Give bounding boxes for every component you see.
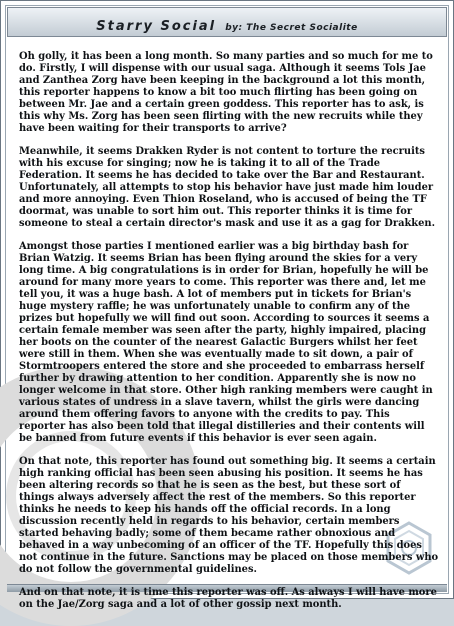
article-paragraph: On that note, this reporter has found out something big. It seems a certain high ranking official has been seen abusing his position. It seems he has been altering records so that he is seen as the best, but these sort of things always adversely affect the rest of the members. So this reporter thinks he needs to keep his hands off the official records. In a long discussion recently held in regards to his behavior, certain members started behaving badly; some of them became rather obnoxious and behaved in a way unbecoming of an officer of the TF. Hopefully this does not continue in the future. Sanctions may be placed on those members who do not follow the governmental guidelines. — [19, 456, 439, 575]
header-bar — [7, 7, 447, 37]
article-paragraph: Amongst those parties I mentioned earlier was a big birthday bash for Brian Watzig. It seems Brian has been flying around the skies for a very long time. A big congratulations is in order for Brian, hopefully he will be around for many more years to come. This reporter was there and, let me tell you, it was a huge bash. A lot of members put in tickets for Brian's huge mystery raffle; he was unfortunately unable to confirm any of the prizes but hopefully we will find out soon. According to sources it seems a certain female member was seen after the party, highly impaired, placing her boots on the counter of the nearest Galactic Burgers whilst her feet were still in them. When she was eventually made to sit down, a pair of Stormtroopers entered the store and she proceeded to embarrass herself further by drawing attention to her condition. Apparently she is now no longer welcome in that store. Other high ranking members were caught in various states of undress in a slave tavern, whilst the girls were dancing around them offering favors to anyone with the credits to pay. This reporter has also been told that illegal distilleries and their contents will be banned from future events if this behavior is ever seen again. — [19, 241, 433, 444]
column-byline: by: The Secret Socialite — [225, 23, 358, 33]
article-paragraph: And on that note, it is time this reporter was off. As always I will have more on the Jae/Zorg saga and a lot of other gossip next month. — [19, 587, 437, 610]
article-paragraph: Meanwhile, it seems Drakken Ryder is not content to torture the recruits with his excuse for singing; now he is taking it to all of the Trade Federation. It seems he has decided to take over the Bar and Restaurant. Unfortunately, all attempts to stop his behavior have just made him louder and more annoying. Even Thion Roseland, who is accused of being the TF doormat, was unable to sort him out. This reporter thinks it is time for someone to steal a certain director's mask and use it as a gag for Drakken. — [19, 146, 436, 229]
article-paragraph: Oh golly, it has been a long month. So many parties and so much for me to do. Firstly, I will dispense with our usual saga. Although it seems Tols Jae and Zanthea Zorg have been keeping in the background a lot this month, this reporter happens to know a bit too much flirting has been going on between Mr. Jae and a certain green goddess. This reporter has to ask, is this why Ms. Zorg has been seen flirting with the new recruits while they have been waiting for their transports to arrive? — [19, 51, 433, 134]
article-body — [19, 51, 439, 622]
header-title — [8, 15, 446, 34]
column-title: Starry Social — [96, 19, 217, 34]
